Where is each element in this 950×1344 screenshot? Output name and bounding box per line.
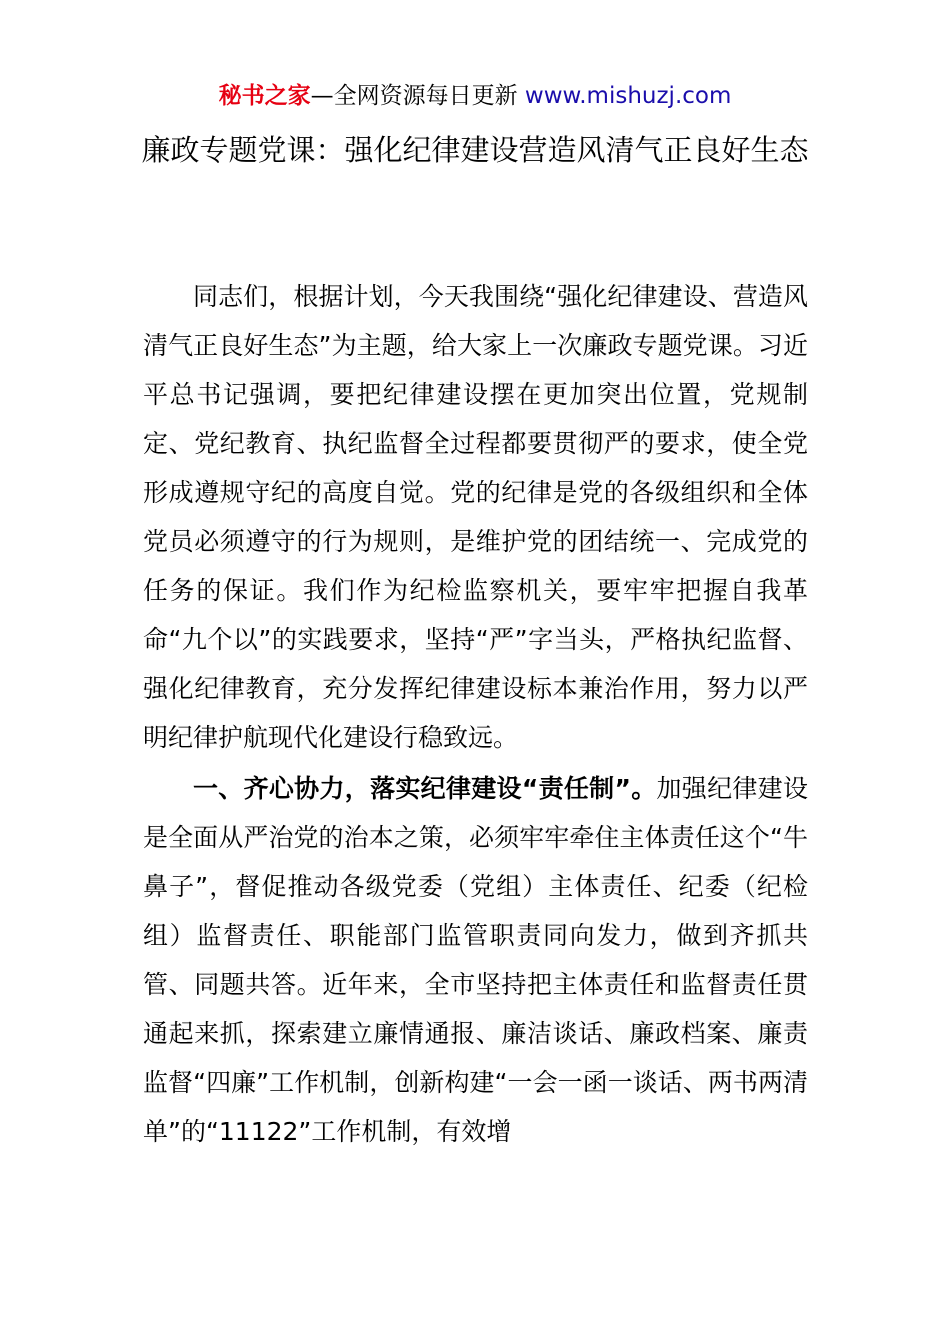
site-url-link[interactable]: www.mishuzj.com (524, 83, 732, 109)
site-header (0, 80, 950, 112)
section-one-heading: 一、齐心协力，落实纪律建设“责任制”。 (193, 774, 657, 803)
intro-paragraph (143, 272, 808, 762)
site-tagline: —全网资源每日更新 (310, 83, 525, 109)
document-body (143, 272, 808, 1158)
paragraph-text: 加强纪律建设是全面从严治党的治本之策，必须牢牢牵住主体责任这个“牛鼻子”，督促推动各级党委（党组）主体责任、纪委（纪检组）监督责任、职能部门监管职责同向发力，做到齐抓共管、同题共答。近年来，全市坚持把主体责任和监督责任贯通起来抓，探索建立廉情通报、廉洁谈话、廉政档案、廉责监督“四廉”工作机制，创新构建“一会一函一谈话、两书两清单”的“11122”工作机制，有效增 (143, 774, 808, 1146)
document-title: 廉政专题党课：强化纪律建设营造风清气正良好生态 (141, 133, 809, 167)
paragraph-text: 同志们，根据计划，今天我围绕“强化纪律建设、营造风清气正良好生态”为主题，给大家上一次廉政专题党课。习近平总书记强调，要把纪律建设摆在更加突出位置，党规制定、党纪教育、执纪监督全过程都要贯彻严的要求，使全党形成遵规守纪的高度自觉。党的纪律是党的各级组织和全体党员必须遵守的行为规则，是维护党的团结统一、完成党的任务的保证。我们作为纪检监察机关，要牢牢把握自我革命“九个以”的实践要求，坚持“严”字当头，严格执纪监督、强化纪律教育，充分发挥纪律建设标本兼治作用，努力以严明纪律护航现代化建设行稳致远。 (143, 282, 808, 752)
site-brand: 秘书之家 (218, 83, 311, 109)
section-one-paragraph (143, 764, 808, 1156)
